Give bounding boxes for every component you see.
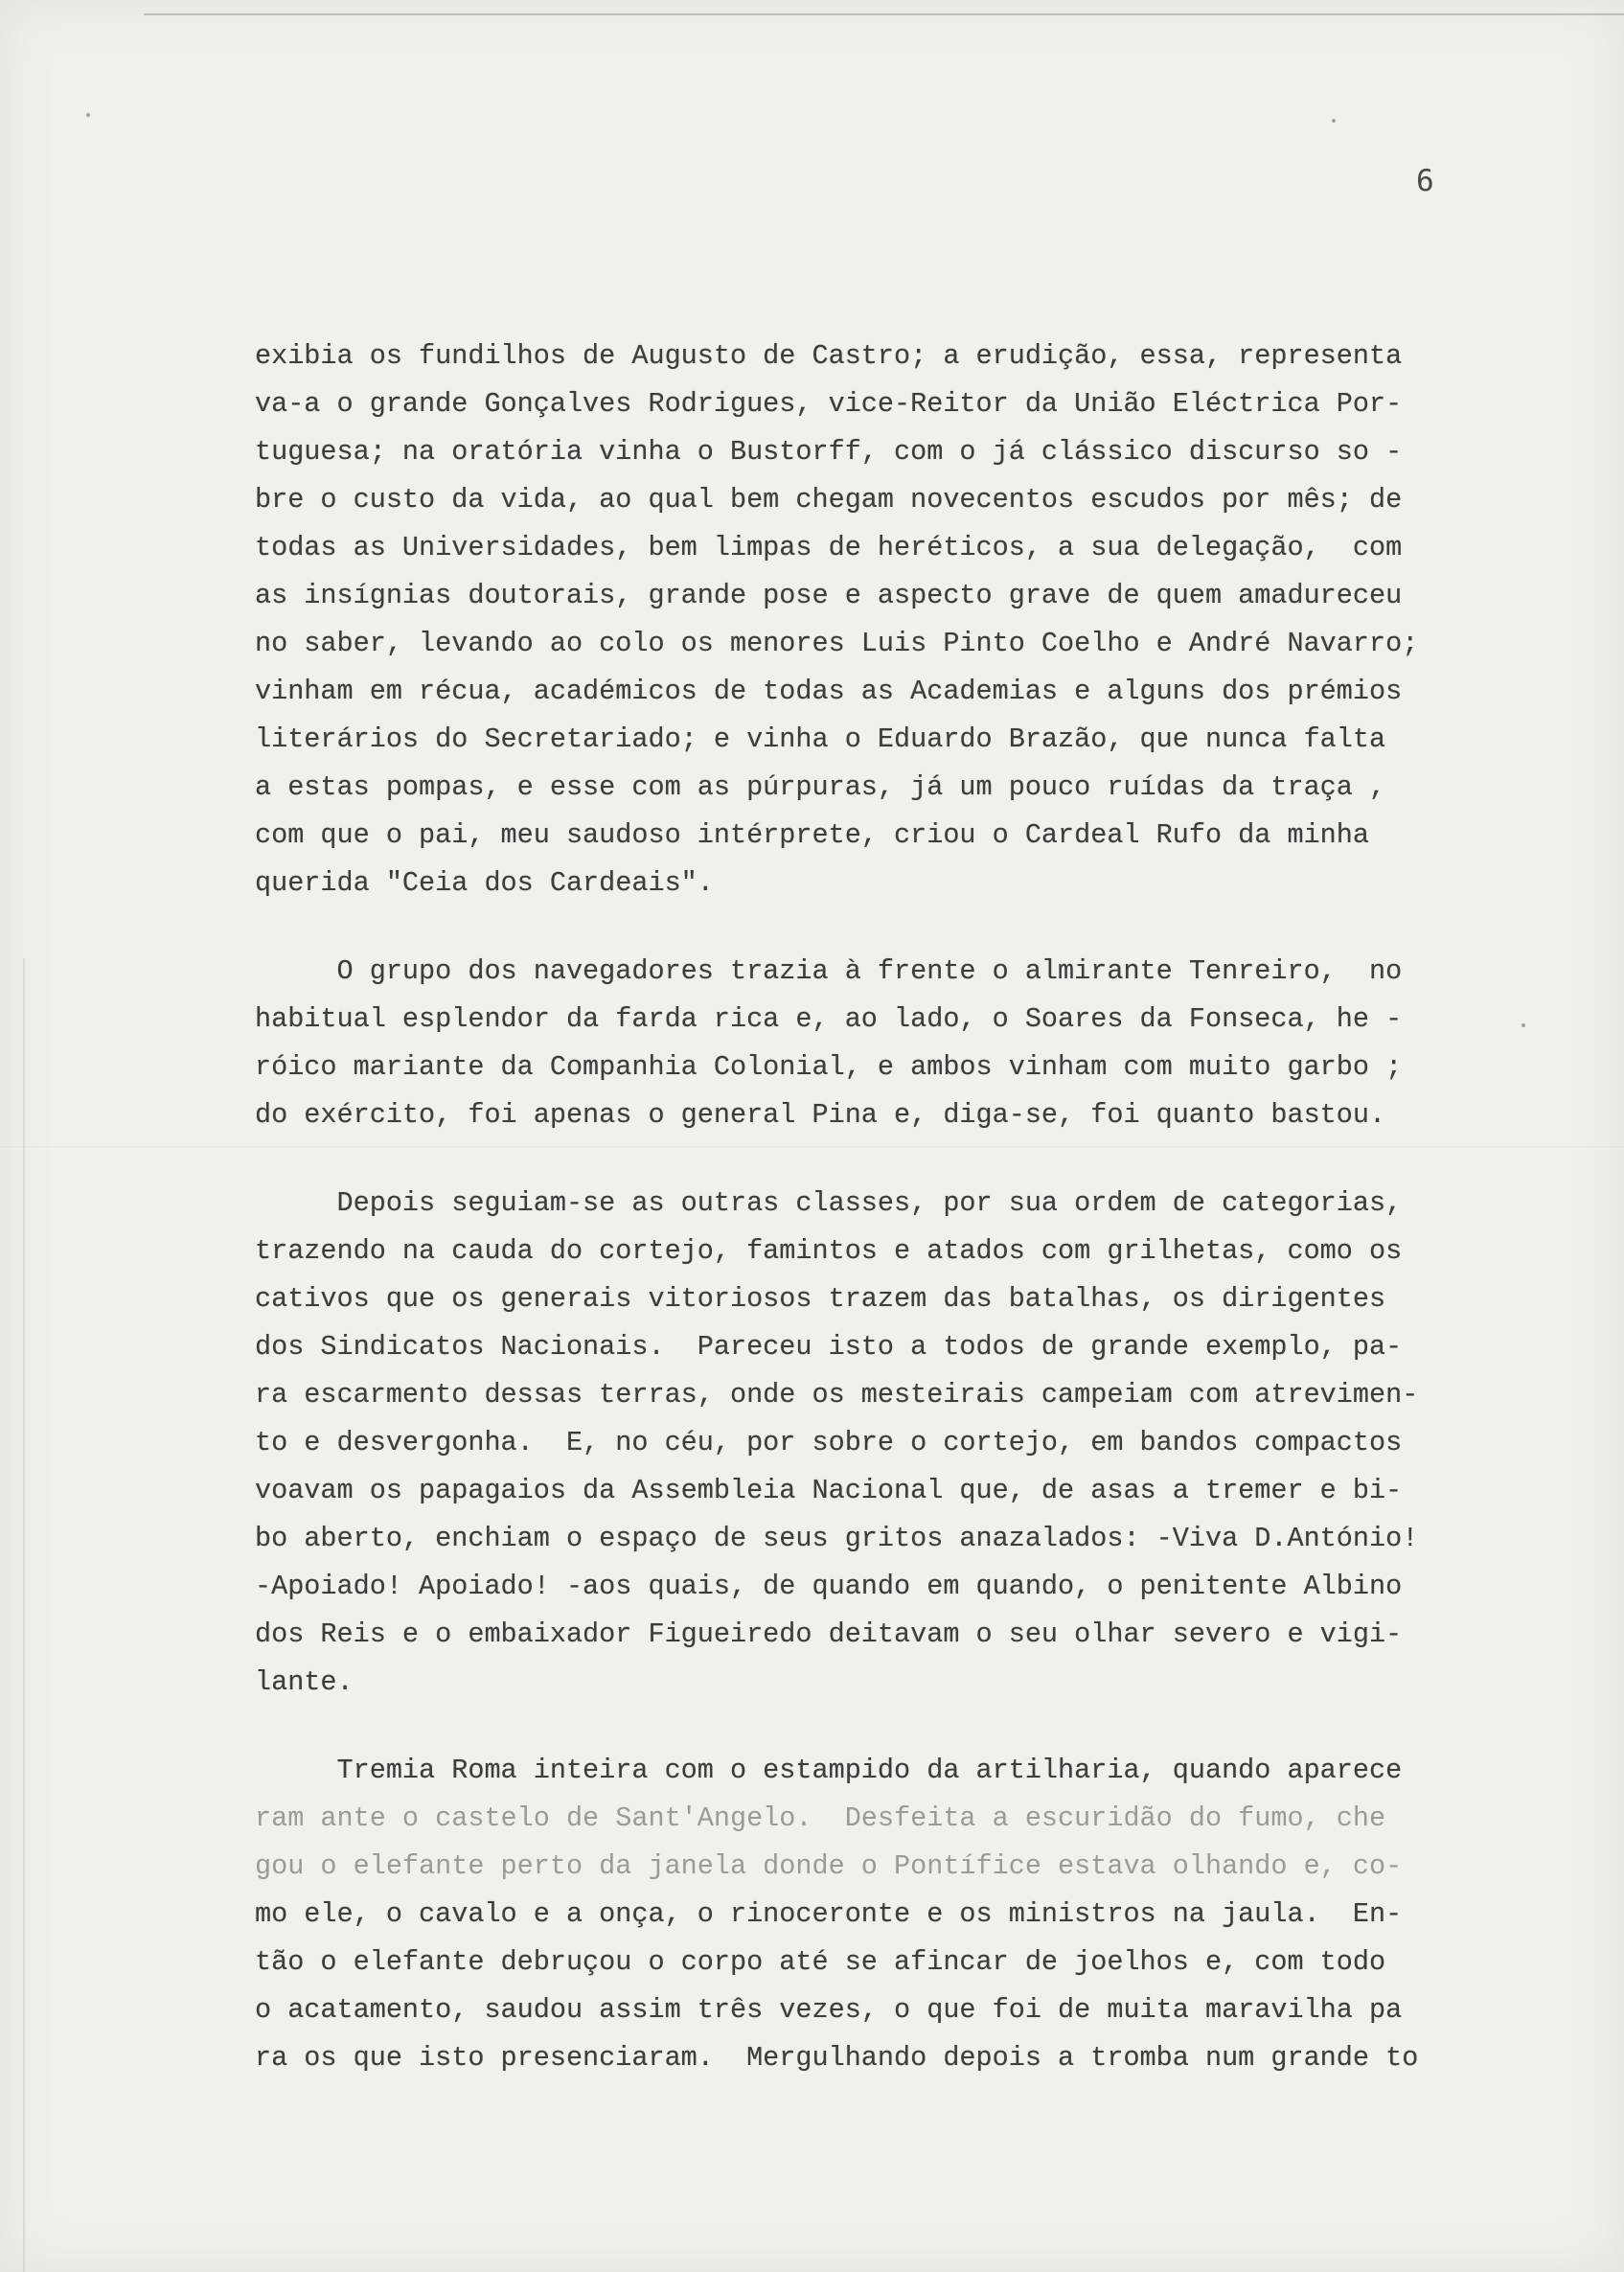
text-line: bre o custo da vida, ao qual bem chegam novecentos escudos por mês; de	[255, 484, 1403, 516]
text-line: ra os que isto presenciaram. Mergulhando depois a tromba num grande to	[255, 2042, 1419, 2074]
paragraph-2	[255, 948, 1500, 1139]
text-line: tão o elefante debruçou o corpo até se afincar de joelhos e, com todo	[255, 1946, 1386, 1978]
text-line: com que o pai, meu saudoso intérprete, criou o Cardeal Rufo da minha	[255, 819, 1369, 851]
text-line: exibia os fundilhos de Augusto de Castro; a erudição, essa, representa	[255, 340, 1403, 372]
paper-speck	[86, 113, 90, 117]
text-line: to e desvergonha. E, no céu, por sobre o cortejo, em bandos compactos	[255, 1427, 1403, 1458]
text-line: cativos que os generais vitoriosos trazem das batalhas, os dirigentes	[255, 1283, 1386, 1315]
paragraph-4	[255, 1747, 1500, 2082]
text-line: a estas pompas, e esse com as púrpuras, já um pouco ruídas da traça ,	[255, 771, 1386, 803]
text-line: dos Reis e o embaixador Figueiredo deitavam o seu olhar severo e vigi-	[255, 1618, 1403, 1650]
paragraph-1	[255, 333, 1500, 907]
text-line: O grupo dos navegadores trazia à frente o almirante Tenreiro, no	[255, 955, 1403, 987]
text-line: Depois seguiam-se as outras classes, por sua ordem de categorias,	[255, 1187, 1403, 1219]
page-number: 6	[1416, 164, 1434, 198]
text-line: voavam os papagaios da Assembleia Nacional que, de asas a tremer e bi-	[255, 1475, 1403, 1506]
text-line: dos Sindicatos Nacionais. Pareceu isto a todos de grande exemplo, pa-	[255, 1331, 1403, 1363]
text-line: ram ante o castelo de Sant'Angelo. Desfeita a escuridão do fumo, che	[255, 1802, 1386, 1834]
text-line: va-a o grande Gonçalves Rodrigues, vice-Reitor da União Eléctrica Por-	[255, 388, 1403, 420]
text-line: todas as Universidades, bem limpas de heréticos, a sua delegação, com	[255, 532, 1403, 563]
text-line: róico mariante da Companhia Colonial, e ambos vinham com muito garbo ;	[255, 1051, 1403, 1083]
text-line: tuguesa; na oratória vinha o Bustorff, com o já clássico discurso so -	[255, 436, 1403, 468]
text-line: literários do Secretariado; e vinha o Eduardo Brazão, que nunca falta	[255, 723, 1386, 755]
text-line: mo ele, o cavalo e a onça, o rinoceronte e os ministros na jaula. En-	[255, 1898, 1403, 1930]
text-line: habitual esplendor da farda rica e, ao lado, o Soares da Fonseca, he -	[255, 1003, 1403, 1035]
text-line: ra escarmento dessas terras, onde os mesteirais campeiam com atrevimen-	[255, 1379, 1419, 1411]
text-line: -Apoiado! Apoiado! -aos quais, de quando em quando, o penitente Albino	[255, 1571, 1403, 1602]
text-line: as insígnias doutorais, grande pose e aspecto grave de quem amadureceu	[255, 580, 1403, 611]
paragraph-3	[255, 1180, 1500, 1707]
text-line: vinham em récua, académicos de todas as Academias e alguns dos prémios	[255, 676, 1403, 707]
text-line: no saber, levando ao colo os menores Luis Pinto Coelho e André Navarro;	[255, 628, 1419, 659]
paper-top-edge	[144, 13, 1624, 15]
text-line: o acatamento, saudou assim três vezes, o que foi de muita maravilha pa	[255, 1994, 1403, 2026]
paper-speck	[1521, 1023, 1525, 1027]
text-line: lante.	[255, 1666, 354, 1698]
text-line: gou o elefante perto da janela donde o Pontífice estava olhando e, co-	[255, 1850, 1403, 1882]
paper-speck	[1332, 119, 1336, 123]
text-line: do exército, foi apenas o general Pina e, diga-se, foi quanto bastou.	[255, 1099, 1386, 1131]
text-line: querida "Ceia dos Cardeais".	[255, 867, 714, 899]
paper-left-edge	[23, 958, 25, 2272]
text-line: Tremia Roma inteira com o estampido da artilharia, quando aparece	[255, 1755, 1403, 1786]
typed-text-body	[255, 333, 1500, 2082]
text-line: trazendo na cauda do cortejo, famintos e atados com grilhetas, como os	[255, 1235, 1403, 1267]
text-line: bo aberto, enchiam o espaço de seus gritos anazalados: -Viva D.António!	[255, 1523, 1419, 1554]
